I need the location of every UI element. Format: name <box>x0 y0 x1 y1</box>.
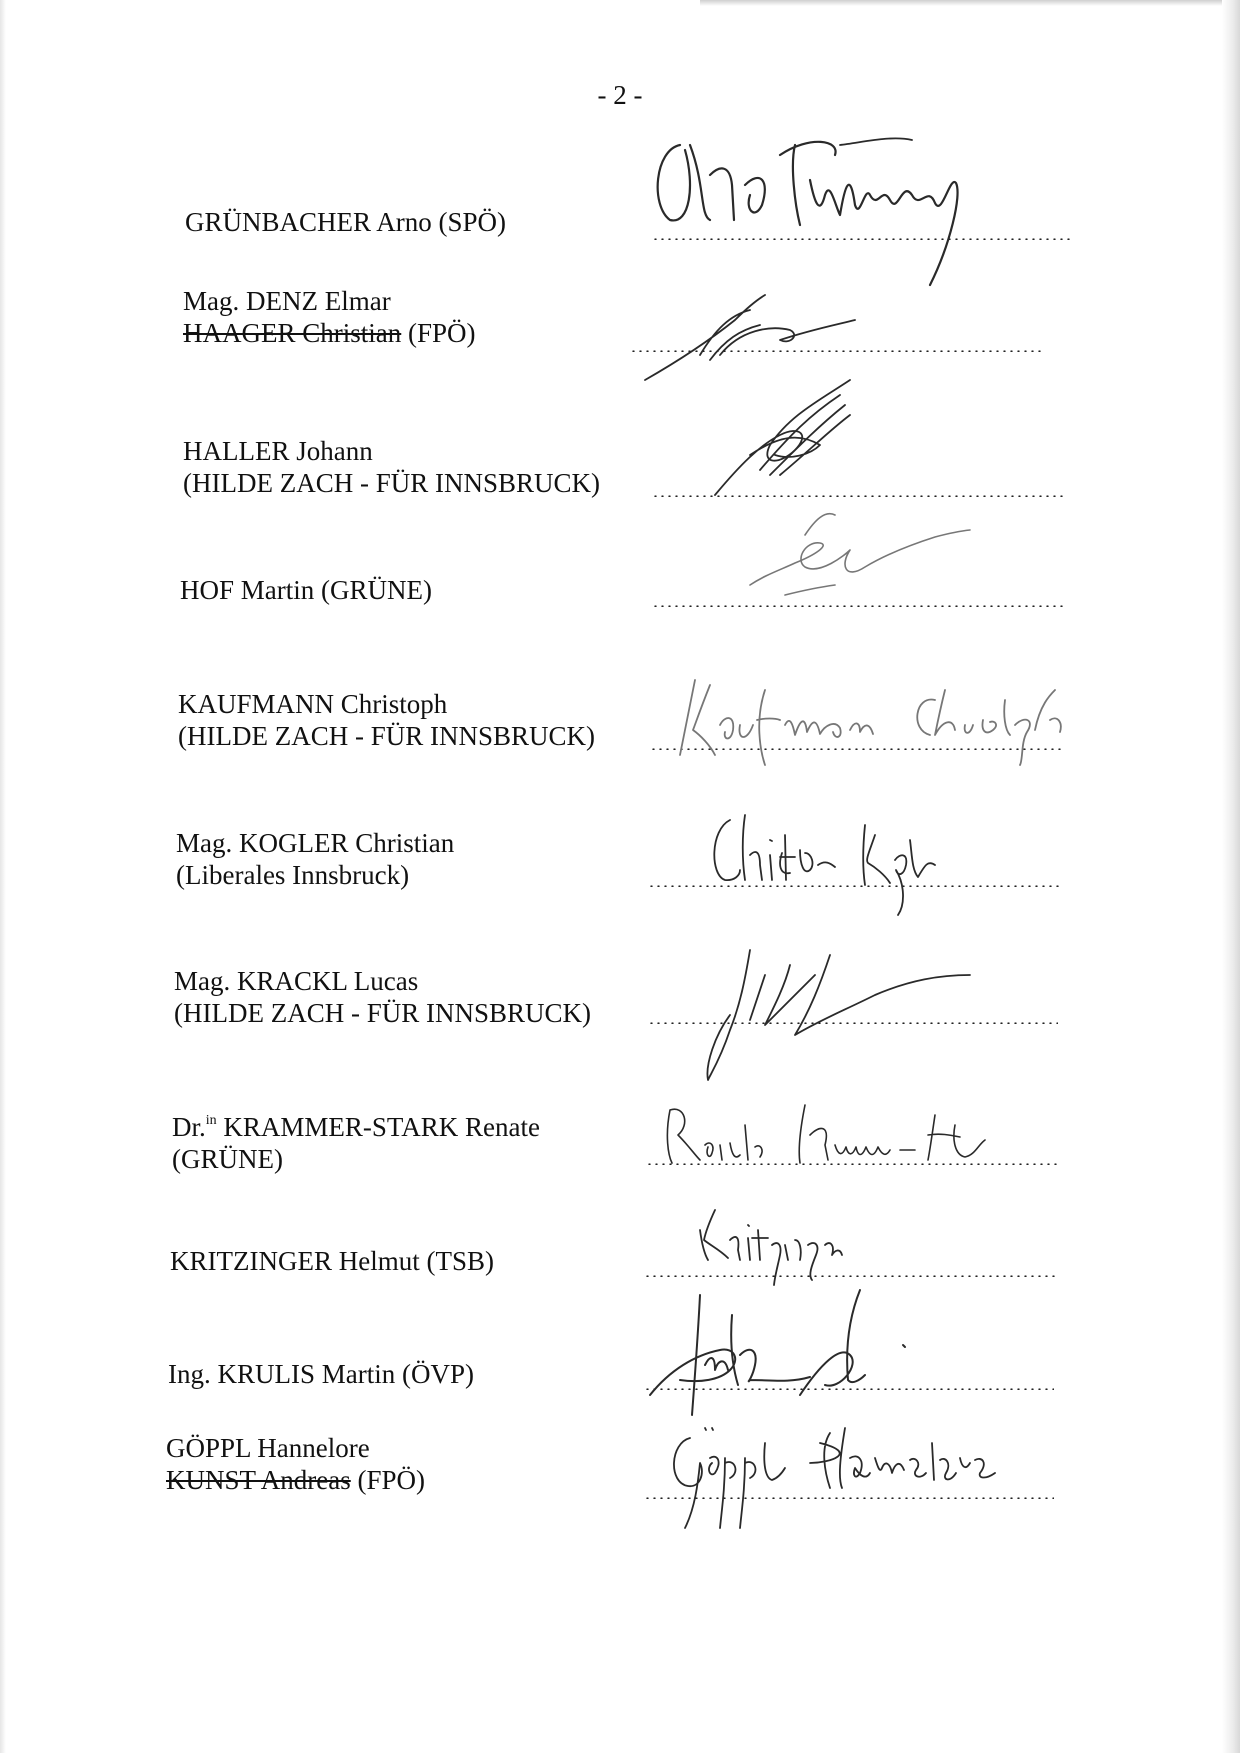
signatory-name-line: KAUFMANN Christoph <box>178 689 448 719</box>
signatory-name <box>176 827 454 891</box>
title-prefix: Dr. <box>172 1112 206 1142</box>
signatory-name <box>183 285 476 349</box>
signatory-name-line: GÖPPL Hannelore <box>166 1433 370 1463</box>
signatory-name-line: Mag. DENZ Elmar <box>183 286 391 316</box>
signature-image <box>745 505 975 605</box>
signatory-name-line: (HILDE ZACH - FÜR INNSBRUCK) <box>183 468 600 498</box>
signatory-name <box>185 206 506 238</box>
struck-name: KUNST Andreas <box>166 1465 351 1495</box>
signatory-name <box>170 1245 494 1277</box>
signatory-name-line: (HILDE ZACH - FÜR INNSBRUCK) <box>174 998 591 1028</box>
signatory-name-line: HOF Martin (GRÜNE) <box>180 575 432 605</box>
party-label: (FPÖ) <box>401 318 476 348</box>
signatory-name <box>174 965 591 1029</box>
signature-image <box>650 125 1010 295</box>
signatory-name <box>168 1358 474 1390</box>
signatory-name-line: (GRÜNE) <box>172 1144 283 1174</box>
signatory-name-line: GRÜNBACHER Arno (SPÖ) <box>185 207 507 237</box>
name-text: KRAMMER-STARK Renate <box>216 1112 540 1142</box>
signatory-name-line: (HILDE ZACH - FÜR INNSBRUCK) <box>178 721 595 751</box>
signatory-name <box>183 435 600 499</box>
signature-image <box>660 1095 1060 1175</box>
page-number: - 2 - <box>597 80 643 110</box>
signatory-name <box>178 688 595 752</box>
signatory-name <box>166 1432 425 1496</box>
signatory-name-line <box>183 317 476 349</box>
signatory-name-line: HALLER Johann <box>183 436 373 466</box>
signatory-name-line: KRITZINGER Helmut (TSB) <box>170 1246 494 1276</box>
signature-image <box>660 1418 1040 1538</box>
signatory-name-line: (Liberales Innsbruck) <box>176 860 410 890</box>
struck-name: HAAGER Christian <box>183 318 402 348</box>
signature-image <box>700 375 920 505</box>
signatory-name <box>180 574 432 606</box>
signatory-name-line: Mag. KRACKL Lucas <box>174 966 419 996</box>
title-superscript: in <box>205 1113 217 1128</box>
signature-image <box>640 1285 970 1420</box>
scan-edge-left <box>0 0 6 1753</box>
signature-dotted-line <box>652 605 1064 607</box>
signatory-name-line <box>172 1105 540 1143</box>
party-label: (FPÖ) <box>350 1465 426 1495</box>
signature-image <box>700 805 980 925</box>
signatory-name <box>172 1105 540 1175</box>
scan-edge-right <box>1222 0 1240 1753</box>
signature-image <box>690 1200 920 1290</box>
signature-image <box>665 670 1085 770</box>
signature-image <box>670 935 1020 1085</box>
signatory-name-line: Ing. KRULIS Martin (ÖVP) <box>168 1359 474 1389</box>
scan-edge-top <box>700 0 1240 6</box>
signatory-name-line: Mag. KOGLER Christian <box>176 828 455 858</box>
signatory-name-line <box>166 1464 425 1496</box>
